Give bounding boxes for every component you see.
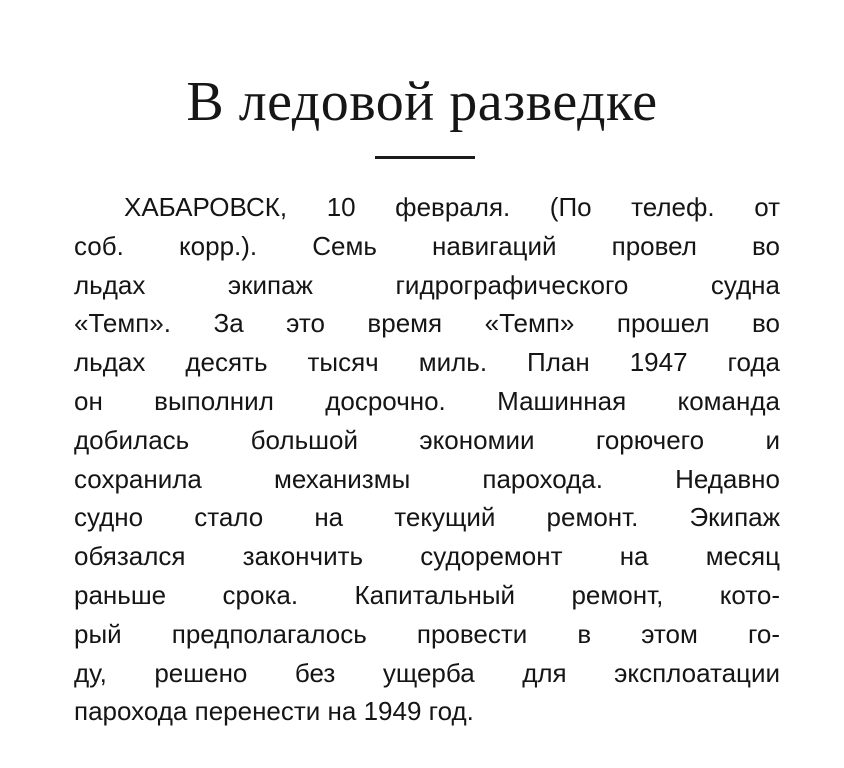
article-line: обязался закончить судоремонт на месяц <box>74 541 780 572</box>
article-headline: В ледовой разведке <box>186 71 658 133</box>
article-line: соб. корр.). Семь навигаций провел во <box>74 230 780 261</box>
article-body <box>74 188 780 731</box>
article-line: льдах десять тысяч миль. План 1947 года <box>74 347 780 378</box>
article-line: он выполнил досрочно. Машинная команда <box>74 385 780 416</box>
article-line: добилась большой экономии горючего и <box>74 424 780 455</box>
article-line: судно стало на текущий ремонт. Экипаж <box>74 502 780 533</box>
article-line: рый предполагалось провести в этом го- <box>74 618 780 649</box>
article-line: «Темп». За это время «Темп» прошел во <box>74 308 780 339</box>
article-line: ду, решено без ущерба для эксплоатации <box>74 657 780 688</box>
headline-divider <box>375 156 475 159</box>
article-line: льдах экипаж гидрографического судна <box>74 269 780 300</box>
article-line: сохранила механизмы парохода. Недавно <box>74 463 780 494</box>
article-line: раньше срока. Капитальный ремонт, кото- <box>74 579 780 610</box>
article-line: ХАБАРОВСК, 10 февраля. (По телеф. от <box>124 192 780 222</box>
article-line: парохода перенести на 1949 год. <box>74 696 474 727</box>
